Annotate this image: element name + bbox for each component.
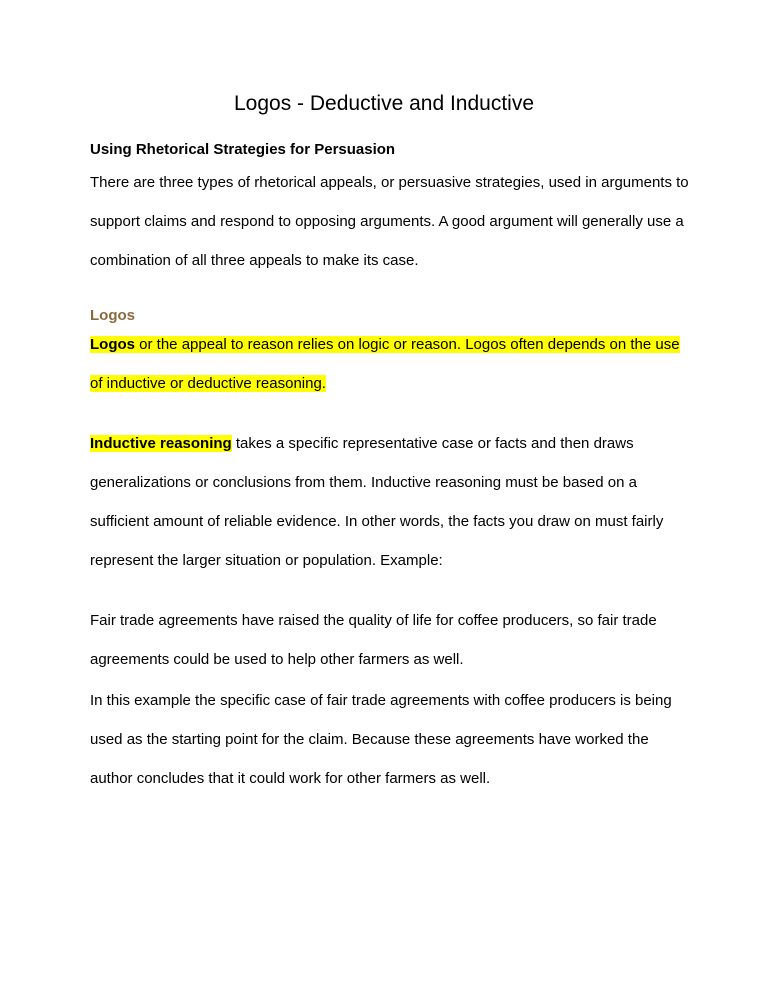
inductive-term: Inductive reasoning [90, 435, 232, 452]
logos-text: or the appeal to reason relies on logic or reason. Logos often depends on the use of inductive or deductive reasoning. [90, 336, 680, 392]
logos-paragraph [90, 325, 690, 403]
inductive-text: takes a specific representative case or facts and then draws generalizations or conclusions from them. Inductive reasoning must be based on a sufficient amount of reliable evidence. In other words, the facts you draw on must fairly represent the larger situation or population. Example: [90, 435, 664, 569]
example-paragraph: Fair trade agreements have raised the quality of life for coffee producers, so fair trade agreements could be used to help other farmers as well. [90, 612, 657, 668]
explanation-paragraph: In this example the specific case of fair trade agreements with coffee producers is being used as the starting point for the claim. Because these agreements have worked the author concludes that it could work for other farmers as well. [90, 692, 672, 787]
page-title: Logos - Deductive and Inductive [233, 92, 535, 115]
logos-term: Logos [90, 336, 135, 353]
inductive-paragraph [90, 424, 690, 580]
intro-paragraph: There are three types of rhetorical appeals, or persuasive strategies, used in arguments to support claims and respond to opposing arguments. A good argument will generally use a combination of all three appeals to make its case. [90, 174, 689, 269]
logos-heading: Logos [90, 307, 135, 324]
section-subheading: Using Rhetorical Strategies for Persuasion [90, 141, 396, 158]
logos-highlight [90, 336, 680, 392]
